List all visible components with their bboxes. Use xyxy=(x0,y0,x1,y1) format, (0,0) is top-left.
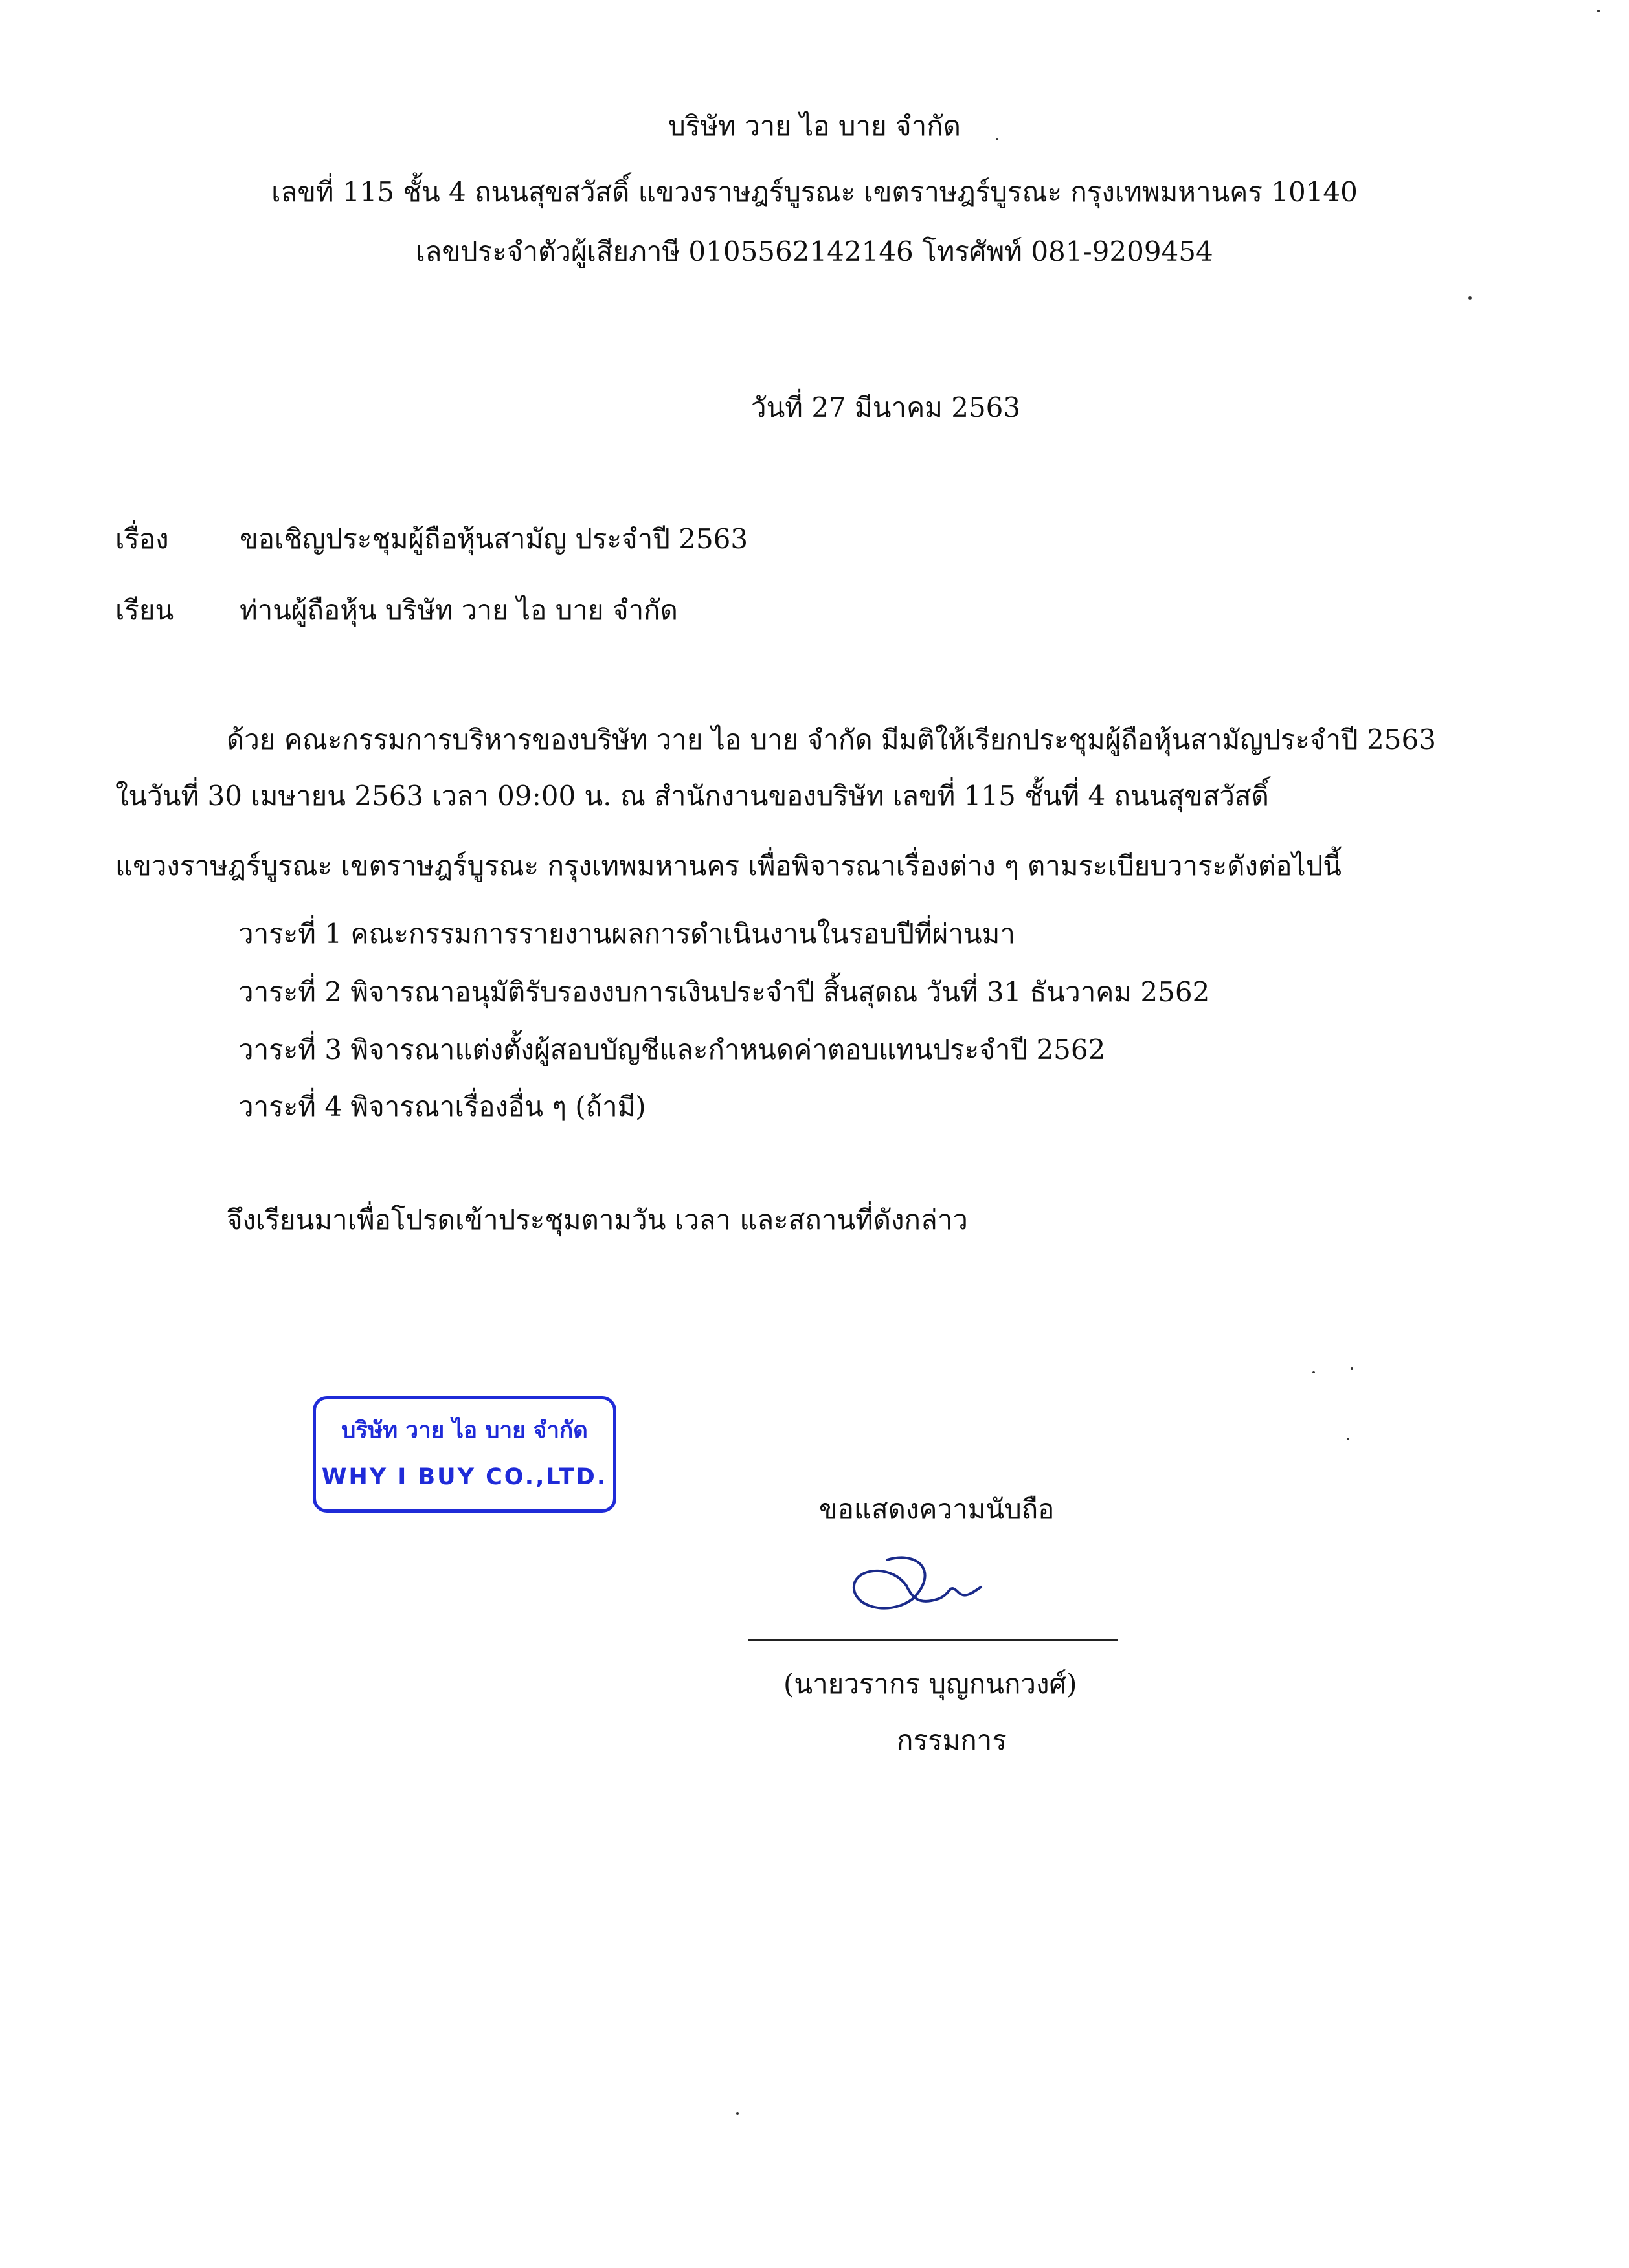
subject-text: ขอเชิญประชุมผู้ถือหุ้นสามัญ ประจำปี 2563 xyxy=(240,523,748,555)
agenda-item-1: วาระที่ 1 คณะกรรมการรายงานผลการดำเนินงานในรอบปีที่ผ่านมา xyxy=(238,918,1015,950)
scan-speck xyxy=(1347,1438,1349,1440)
recipient-label: เรียน xyxy=(115,594,174,626)
stamp-english-text: WHY I BUY CO.,LTD. xyxy=(321,1464,608,1490)
signatory-position: กรรมการ xyxy=(897,1724,1007,1756)
scan-speck xyxy=(1312,1371,1315,1373)
letter-date: วันที่ 27 มีนาคม 2563 xyxy=(751,392,1021,423)
scan-speck xyxy=(736,2112,739,2115)
regards-text: ขอแสดงความนับถือ xyxy=(819,1493,1055,1525)
closing-text: จึงเรียนมาเพื่อโปรดเข้าประชุมตามวัน เวลา และสถานที่ดังกล่าว xyxy=(227,1204,968,1236)
scan-speck xyxy=(1468,296,1472,300)
company-name: บริษัท วาย ไอ บาย จำกัด xyxy=(668,110,961,142)
body-line-1: ด้วย คณะกรรมการบริหารของบริษัท วาย ไอ บาย จำกัด มีมติให้เรียกประชุมผู้ถือหุ้นสามัญประจำปี 2563 xyxy=(227,724,1436,755)
body-line-3: แขวงราษฎร์บูรณะ เขตราษฎร์บูรณะ กรุงเทพมหานคร เพื่อพิจารณาเรื่องต่าง ๆ ตามระเบียบวาระดังต่อไปนี้ xyxy=(115,850,1342,882)
company-stamp xyxy=(313,1396,616,1513)
signatory-name: (นายวรากร บุญกนกวงศ์) xyxy=(783,1668,1077,1700)
scan-speck xyxy=(996,138,998,140)
subject-label: เรื่อง xyxy=(115,523,169,555)
body-line-2: ในวันที่ 30 เมษายน 2563 เวลา 09:00 น. ณ สำนักงานของบริษัท เลขที่ 115 ชั้นที่ 4 ถนนสุขสวัสดิ์ xyxy=(115,780,1269,812)
tax-id-phone: เลขประจำตัวผู้เสียภาษี 0105562142146 โทรศัพท์ 081-9209454 xyxy=(416,236,1213,267)
signature-line xyxy=(748,1639,1118,1641)
agenda-item-2: วาระที่ 2 พิจารณาอนุมัติรับรองงบการเงินประจำปี สิ้นสุดณ วันที่ 31 ธันวาคม 2562 xyxy=(238,976,1210,1008)
agenda-item-4: วาระที่ 4 พิจารณาเรื่องอื่น ๆ (ถ้ามี) xyxy=(238,1091,646,1122)
handwritten-signature xyxy=(842,1547,1010,1631)
recipient-text: ท่านผู้ถือหุ้น บริษัท วาย ไอ บาย จำกัด xyxy=(240,594,678,626)
stamp-thai-text: บริษัท วาย ไอ บาย จำกัด xyxy=(341,1418,588,1443)
agenda-item-3: วาระที่ 3 พิจารณาแต่งตั้งผู้สอบบัญชีและกำหนดค่าตอบแทนประจำปี 2562 xyxy=(238,1034,1106,1065)
scan-speck xyxy=(1351,1367,1353,1370)
company-address: เลขที่ 115 ชั้น 4 ถนนสุขสวัสดิ์ แขวงราษฎร์บูรณะ เขตราษฎร์บูรณะ กรุงเทพมหานคร 10140 xyxy=(271,176,1358,208)
scan-speck xyxy=(1597,10,1600,12)
